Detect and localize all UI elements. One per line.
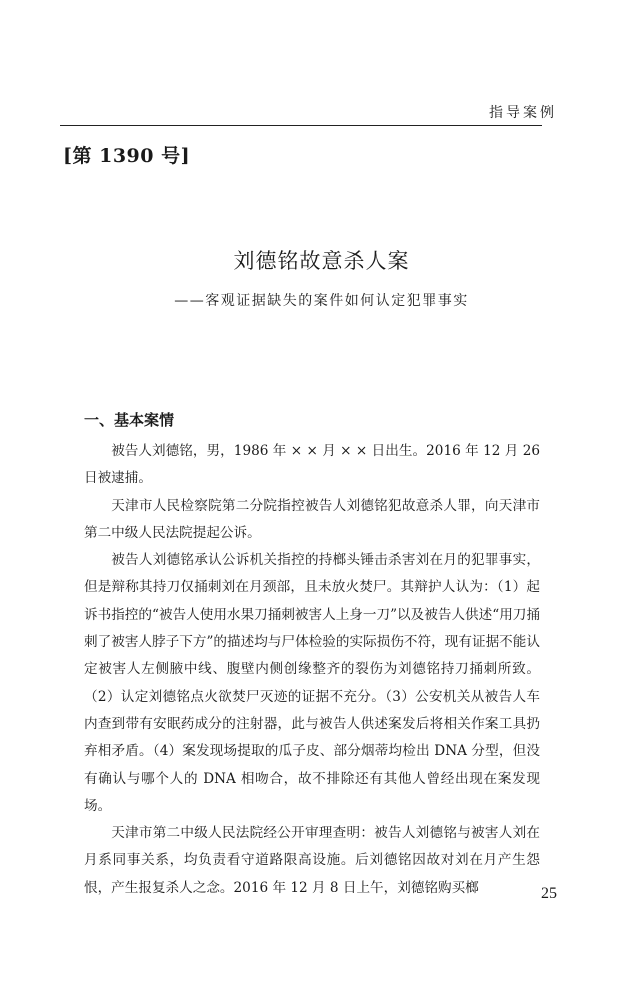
body-text: [84, 438, 540, 902]
header-divider: [60, 125, 542, 126]
case-subtitle: ——客观证据缺失的案件如何认定犯罪事实: [174, 293, 469, 309]
case-number: [第 1390 号]: [63, 145, 191, 167]
running-header-label: 指导案例: [489, 105, 557, 121]
case-title: 刘德铭故意杀人案: [233, 249, 410, 273]
page-number: 25: [541, 885, 557, 902]
paragraph: 被告人刘德铭，男，1986 年 × × 月 × × 日出生。2016 年 12 月 26 日被逮捕。: [84, 443, 540, 487]
paragraph: 天津市人民检察院第二分院指控被告人刘德铭犯故意杀人罪，向天津市第二中级人民法院提起公诉。: [84, 497, 540, 541]
paragraph: 天津市第二中级人民法院经公开审理查明：被告人刘德铭与被害人刘在月系同事关系，均负责看守道路限高设施。后刘德铭因故对刘在月产生怨恨，产生报复杀人之念。2016 年 12 月 8 日上午，刘德铭购买榔: [84, 825, 540, 896]
paragraph: 被告人刘德铭承认公诉机关指控的持榔头锤击杀害刘在月的犯罪事实，但是辩称其持刀仅捅刺刘在月颈部，且未放火焚尸。其辩护人认为：（1）起诉书指控的“被告人使用水果刀捅刺被害人上身一刀”以及被告人供述“用刀捅刺了被害人脖子下方”的描述均与尸体检验的实际损伤不符，现有证据不能认定被害人左侧腋中线、腹壁内侧创缘整齐的裂伤为刘德铭持刀捅刺所致。（2）认定刘德铭点火欲焚尸灭迹的证据不充分。（3）公安机关从被告人车内查到带有安眠药成分的注射器，此与被告人供述案发后将相关作案工具扔弃相矛盾。（4）案发现场提取的瓜子皮、部分烟蒂均检出 DNA 分型，但没有确认与哪个人的 DNA 相吻合，故不排除还有其他人曾经出现在案发现场。: [84, 552, 540, 814]
section-heading: 一、基本案情: [84, 411, 175, 429]
